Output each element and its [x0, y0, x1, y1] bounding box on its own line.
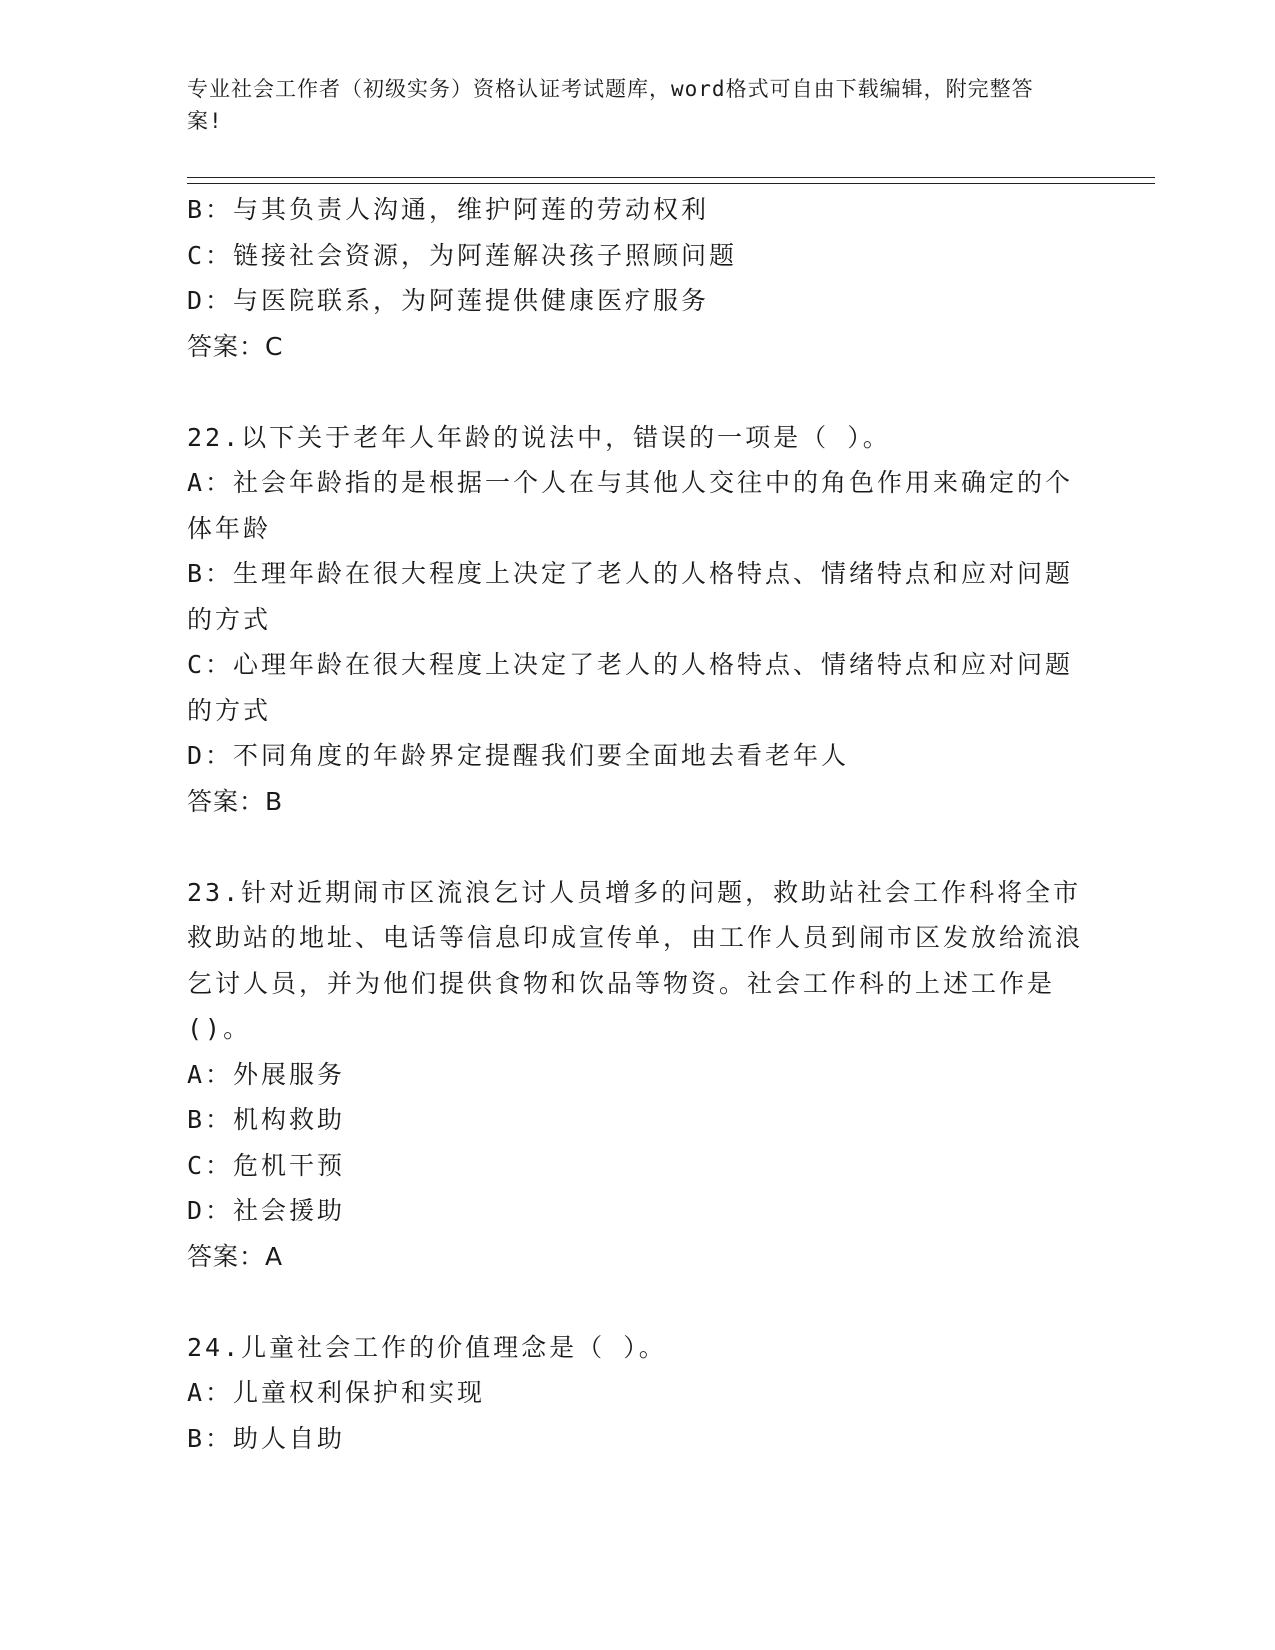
- option-d: D：不同角度的年龄界定提醒我们要全面地去看老年人: [187, 741, 850, 770]
- option-d: D：与医院联系，为阿莲提供健康医疗服务: [187, 286, 710, 315]
- option-a: A：儿童权利保护和实现: [187, 1378, 486, 1407]
- question-24: [187, 1325, 1087, 1462]
- spacer: [187, 1279, 1087, 1325]
- question-stem: 24.儿童社会工作的价值理念是（ ）。: [187, 1332, 667, 1362]
- header-title: 专业社会工作者（初级实务）资格认证考试题库，word格式可自由下载编辑，附完整答案!: [187, 77, 1034, 133]
- spacer: [187, 369, 1087, 415]
- option-c: C：链接社会资源，为阿莲解决孩子照顾问题: [187, 240, 738, 270]
- header-rule-top: [187, 177, 1155, 178]
- question-21-continuation: [187, 187, 1087, 369]
- option-b: B：生理年龄在很大程度上决定了老人的人格特点、情绪特点和应对问题的方式: [187, 559, 1074, 634]
- answer-line: 答案：A: [187, 1241, 284, 1271]
- option-a: A：外展服务: [187, 1059, 346, 1089]
- option-c: C：心理年龄在很大程度上决定了老人的人格特点、情绪特点和应对问题的方式: [187, 650, 1074, 725]
- question-22: [187, 415, 1087, 825]
- option-a: A：社会年龄指的是根据一个人在与其他人交往中的角色作用来确定的个体年龄: [187, 468, 1074, 543]
- header-rule-bottom: [187, 183, 1155, 184]
- option-b: B：机构救助: [187, 1105, 346, 1134]
- option-b: B：与其负责人沟通，维护阿莲的劳动权利: [187, 195, 710, 224]
- answer-line: 答案：B: [187, 786, 284, 816]
- question-stem: 22.以下关于老年人年龄的说法中，错误的一项是（ ）。: [187, 422, 891, 452]
- question-content: [187, 187, 1087, 1461]
- option-b: B：助人自助: [187, 1423, 346, 1453]
- question-stem: 23.针对近期闹市区流浪乞讨人员增多的问题，救助站社会工作科将全市救助站的地址、电话等信息印成宣传单，由工作人员到闹市区发放给流浪乞讨人员，并为他们提供食物和饮品等物资。社会工作科的上述工作是()。: [187, 877, 1084, 1043]
- option-d: D：社会援助: [187, 1196, 346, 1225]
- question-23: [187, 870, 1087, 1280]
- document-header: [187, 73, 1067, 137]
- answer-line: 答案：C: [187, 331, 284, 361]
- spacer: [187, 824, 1087, 870]
- option-c: C：危机干预: [187, 1150, 346, 1180]
